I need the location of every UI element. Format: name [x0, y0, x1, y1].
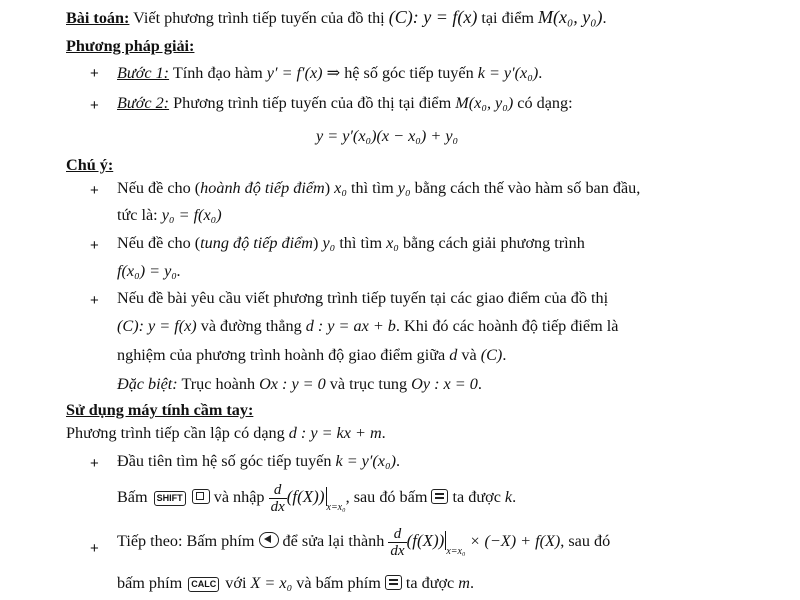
method-heading: Phương pháp giải:: [66, 37, 195, 55]
note3-special: Đặc biệt: Trục hoành Ox : y = 0 và trục tung Oy : x = 0.: [117, 375, 482, 393]
note2-line2: f(x₀) = y₀.: [117, 262, 181, 280]
note3-line1: Nếu đề bài yêu cầu viết phương trình tiếp tuyến tại các giao điểm của đồ thị: [117, 289, 609, 307]
calc-heading: Sử dụng máy tính cầm tay:: [66, 401, 254, 419]
step1-label: Bước 1:: [117, 64, 170, 82]
step2-bullet: +: [90, 97, 99, 114]
equals-key-icon-2: [385, 575, 402, 590]
tangent-formula: y = y′(x₀)(x − x₀) + y₀: [316, 127, 459, 145]
problem-label: Bài toán:: [66, 9, 130, 27]
calc-key: CALC: [188, 577, 219, 592]
integral-key-icon: [192, 489, 210, 504]
calc1-line1: Đầu tiên tìm hệ số góc tiếp tuyến k = y′(x₀).: [117, 452, 401, 470]
note2-bullet: +: [90, 237, 99, 254]
derivative-fraction: $\frac{d}{dx}$: [270, 482, 285, 515]
note2-line1: Nếu đề cho (tung độ tiếp điểm) y₀ thì tìm x₀ bằng cách giải phương trình: [117, 234, 585, 252]
note3-line2: (C): y = f(x) và đường thẳng d : y = ax + b. Khi đó các hoành độ tiếp điểm là: [117, 317, 619, 335]
problem-statement: Bài toán: Viết phương trình tiếp tuyến của đồ thị (C): y = f(x) tại điểm M(x₀, y₀).: [66, 7, 607, 27]
calc2-line2: bấm phím CALC với X = x₀ và bấm phím ta được m.: [117, 574, 475, 592]
note1-bullet: +: [90, 182, 99, 199]
calc1-bullet: +: [90, 455, 99, 472]
step1: Bước 1: Tính đạo hàm y′ = f′(x) ⇒ hệ số góc tiếp tuyến k = y′(x₀).: [117, 64, 543, 82]
note3-bullet: +: [90, 292, 99, 309]
calc2-line1: Tiếp theo: Bấm phím để sửa lại thành $\frac{d}{dx}$ $(f(X))_{x=x_0} \times (-X) + f(X)$, sau đó: [117, 526, 611, 559]
step2: Bước 2: Phương trình tiếp tuyến của đồ thị tại điểm M(x₀, y₀) có dạng:: [117, 94, 573, 112]
note1-line2: tức là: y₀ = f(x₀): [117, 206, 222, 224]
note1-line1: Nếu đề cho (hoành độ tiếp điểm) x₀ thì tìm y₀ bằng cách thế vào hàm số ban đầu,: [117, 179, 641, 197]
derivative-fraction-2: $\frac{d}{dx}$: [390, 526, 405, 559]
note-heading: Chú ý:: [66, 156, 114, 174]
calc1-line2: Bấm SHIFT và nhập $\frac{d}{dx}$ $(f(X))_{x=x_0}$, sau đó bấm ta được k.: [117, 482, 517, 515]
left-arrow-key-icon: [259, 532, 279, 548]
note3-line3: nghiệm của phương trình hoành độ giao điểm giữa d và (C).: [117, 346, 507, 364]
calc2-bullet: +: [90, 540, 99, 557]
calc-intro: Phương trình tiếp cần lập có dạng d : y = kx + m.: [66, 424, 386, 442]
step2-label: Bước 2:: [117, 94, 170, 112]
equals-key-icon: [431, 489, 448, 504]
step1-bullet: +: [90, 65, 99, 82]
shift-key: SHIFT: [154, 491, 186, 506]
